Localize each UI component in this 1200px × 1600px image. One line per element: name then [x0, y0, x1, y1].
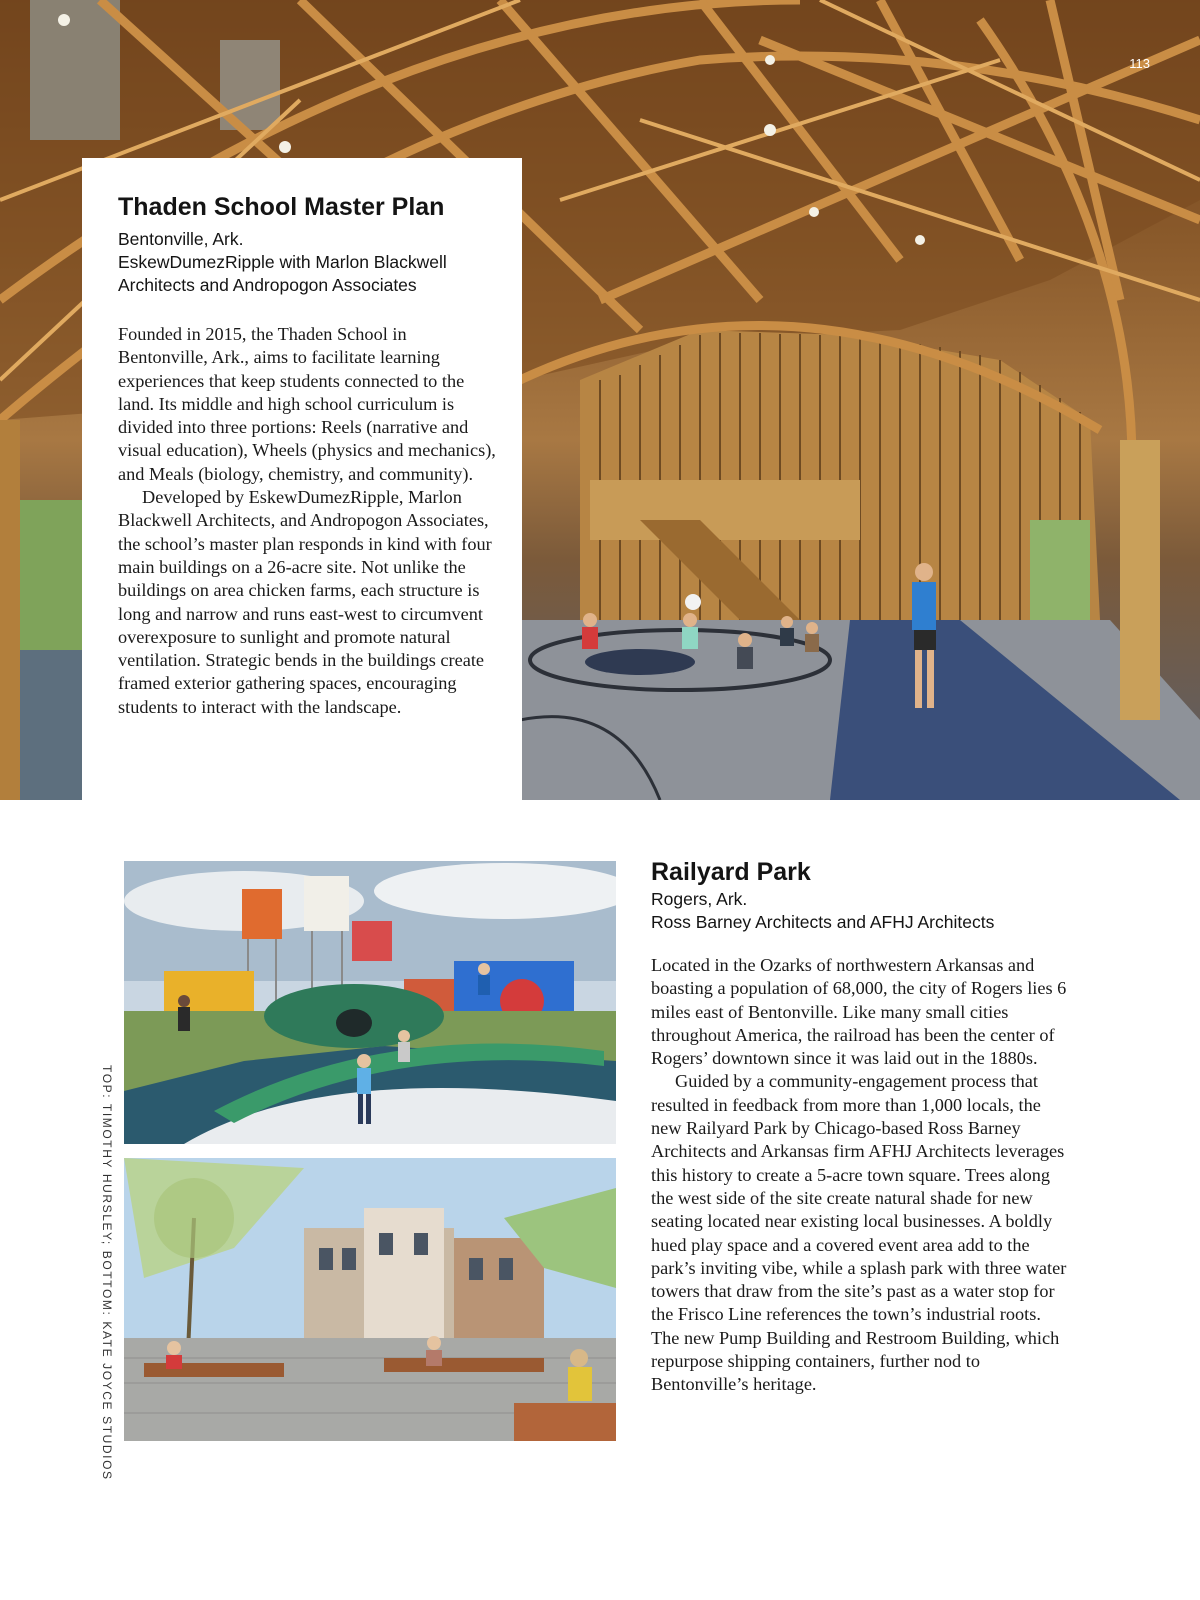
railyard-credits — [651, 888, 1071, 934]
thaden-title: Thaden School Master Plan — [118, 193, 445, 221]
railyard-playground-photo — [124, 861, 616, 1144]
thaden-paragraph-2: Developed by EskewDumezRipple, Marlon Blackwell Architects, and Andropogon Associates, the school’s master plan responds in kind with four main buildings on a 26-acre site. Not unlike the buildings on area chicken farms, each structure is long and narrow and runs east-west to circumvent overexposure to sunlight and promote natural ventilation. Strategic bends in the buildings create framed exterior gathering spaces, encouraging students to interact with the landscape. — [118, 487, 492, 717]
page-number: 113 — [1129, 56, 1150, 71]
thaden-architects: EskewDumezRipple with Marlon Blackwell Architects and Andropogon Associates — [118, 252, 447, 295]
thaden-paragraph-1: Founded in 2015, the Thaden School in Bentonville, Ark., aims to facilitate learning experiences that keep students connected to the land. Its middle and high school curriculum is divided into three portions: Reels (narrative and visual education), Wheels (physics and mechanics), and Meals (biology, chemistry, and community). — [118, 324, 496, 484]
railyard-paragraph-2: Guided by a community-engagement process that resulted in feedback from more than 1,000 locals, the new Railyard Park by Chicago-based Ross Barney Architects and Arkansas firm AFHJ Architects leverages this history to create a 5-acre town square. Trees along the west side of the site create natural shade for new seating located near existing local businesses. A boldly hued play space and a covered event area add to the park’s inviting vibe, while a splash park with three water towers that draw from the site’s past as a water stop for the Frisco Line references the town’s industrial roots. The new Pump Building and Restroom Building, which repurpose shipping containers, further nod to Bentonville’s heritage. — [651, 1071, 1067, 1395]
photo-credit: TOP: TIMOTHY HURSLEY; BOTTOM: KATE JOYCE STUDIOS — [100, 1065, 114, 1481]
thaden-article-body — [118, 323, 498, 719]
railyard-plaza-photo — [124, 1158, 616, 1441]
thaden-location: Bentonville, Ark. — [118, 229, 244, 249]
railyard-article-body — [651, 954, 1071, 1397]
railyard-paragraph-1: Located in the Ozarks of northwestern Arkansas and boasting a population of 68,000, the city of Rogers lies 6 miles east of Bentonville. Like many small cities throughout America, the railroad has been the center of Rogers’ downtown since it was laid out in the 1880s. — [651, 955, 1067, 1069]
railyard-architects: Ross Barney Architects and AFHJ Architects — [651, 912, 995, 932]
railyard-location: Rogers, Ark. — [651, 889, 748, 909]
railyard-title: Railyard Park — [651, 858, 811, 886]
thaden-credits — [118, 228, 518, 297]
